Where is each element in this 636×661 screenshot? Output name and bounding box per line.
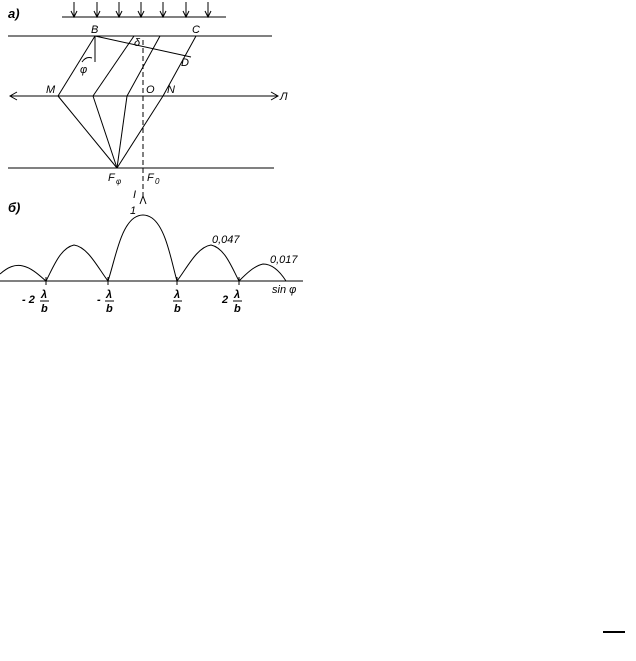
y-axis-label: I [133, 189, 137, 201]
svg-text:0: 0 [155, 177, 160, 186]
path-difference-line [95, 36, 191, 57]
svg-text:λ: λ [106, 289, 113, 301]
phi-arc [82, 58, 92, 63]
point-m-label: M [46, 84, 56, 96]
svg-text:b: b [41, 303, 48, 315]
incident-arrows [71, 2, 211, 17]
svg-text:b: b [234, 303, 241, 315]
y-axis-arrow [140, 196, 146, 204]
svg-text:F: F [147, 172, 154, 184]
tick-label-plus-2 [221, 289, 242, 315]
phi-angle-label: φ [80, 64, 88, 76]
part-b-label: б) [8, 200, 21, 215]
tick-label-minus-2 [22, 289, 49, 315]
point-o-label: O [146, 84, 155, 96]
intensity-curve [0, 215, 286, 281]
svg-text:F: F [108, 172, 115, 184]
svg-text:λ: λ [174, 289, 181, 301]
svg-text:-: - [97, 294, 101, 306]
lens-label: Л [280, 91, 288, 103]
point-c-label: C [192, 24, 200, 36]
point-n-label: N [167, 84, 175, 96]
point-d-label: D [181, 57, 189, 69]
focus-zero-label [147, 172, 160, 186]
svg-text:2: 2 [222, 294, 229, 306]
tick-label-plus-1 [173, 289, 182, 315]
peak-label: 1 [130, 205, 137, 217]
svg-text:λ: λ [41, 289, 48, 301]
focus-phi-label [108, 172, 121, 186]
x-axis-label: sin φ [272, 284, 297, 296]
point-b-label: B [91, 24, 99, 36]
svg-text:λ: λ [234, 289, 241, 301]
incident-rays [62, 2, 226, 17]
part-a-label: а) [8, 6, 20, 21]
svg-text:- 2: - 2 [22, 294, 35, 306]
tick-label-minus-1 [97, 289, 114, 315]
delta-label: δ [134, 37, 141, 49]
side-max-2-label: 0,017 [270, 254, 298, 266]
svg-text:b: b [106, 303, 113, 315]
svg-text:b: b [174, 303, 181, 315]
svg-text:φ: φ [116, 177, 122, 186]
diffracted-rays [58, 36, 196, 168]
side-max-1-label: 0,047 [212, 234, 240, 246]
